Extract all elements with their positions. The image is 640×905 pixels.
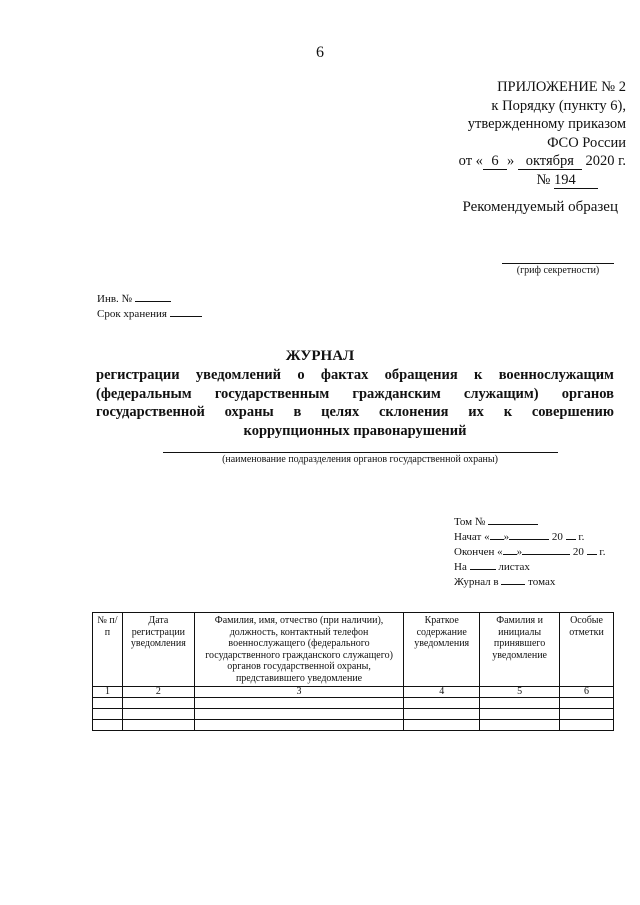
journal-word: гражданским xyxy=(352,385,441,402)
header-date: Дата регистрации уведомления xyxy=(122,613,194,687)
journal-word: регистрации xyxy=(96,367,180,383)
storage-period: Срок хранения xyxy=(97,307,202,322)
column-number: 2 xyxy=(122,687,194,698)
journal-word: органов xyxy=(561,385,614,402)
header-summary: Краткое содержание уведомления xyxy=(404,613,480,687)
appendix-number: № 194 xyxy=(388,171,626,190)
date-year: 2020 г. xyxy=(585,153,626,170)
column-number: 4 xyxy=(404,687,480,698)
journal-word: служащим) xyxy=(463,385,539,402)
journal-word: в xyxy=(293,404,302,420)
column-number: 5 xyxy=(480,687,560,698)
recommended-sample-label: Рекомендуемый образец xyxy=(462,199,618,215)
secrecy-line xyxy=(502,263,614,264)
table-header-row xyxy=(93,613,614,687)
journal-word: государственной xyxy=(96,404,205,420)
journal-subtitle xyxy=(96,366,614,440)
appendix-date: от « 6 » октября 2020 г. xyxy=(458,153,626,170)
journal-word: их xyxy=(468,404,484,420)
column-number-row xyxy=(93,687,614,698)
volume-sheets: На листах xyxy=(454,561,530,573)
volume-ended: Окончен « » 20 г. xyxy=(454,546,606,558)
journal-word: уведомлений xyxy=(195,367,282,383)
journal-word: склонения xyxy=(378,404,449,420)
column-number: 1 xyxy=(93,687,123,698)
journal-subtitle-line-3 xyxy=(96,403,614,422)
journal-word: о xyxy=(297,367,305,383)
appendix-line-order: к Порядку (пункту 6), xyxy=(491,97,626,114)
journal-word: военнослужащим xyxy=(498,367,614,383)
journal-subtitle-line-4: коррупционных правонарушений xyxy=(243,422,467,439)
journal-subtitle-line-1 xyxy=(96,366,614,385)
journal-word: к xyxy=(503,404,513,420)
date-month: октября xyxy=(518,154,582,170)
unit-name-caption: (наименование подразделения органов государственной охраны) xyxy=(222,454,498,465)
journal-word: государственным xyxy=(214,385,330,402)
journal-word: обращения xyxy=(384,367,458,383)
table-row xyxy=(93,720,614,731)
page-number: 6 xyxy=(316,44,324,61)
appendix-line-approved: утвержденному приказом xyxy=(467,116,626,133)
appendix-title: ПРИЛОЖЕНИЕ № 2 xyxy=(497,79,626,95)
header-receiver: Фамилия и инициалы принявшего уведомление xyxy=(480,613,560,687)
journal-word: совершению xyxy=(531,404,614,420)
journal-word: охраны xyxy=(224,404,274,420)
date-day: 6 xyxy=(483,154,507,170)
table-row xyxy=(93,709,614,720)
registration-table xyxy=(92,612,614,731)
journal-title: ЖУРНАЛ xyxy=(285,348,355,364)
column-number: 6 xyxy=(560,687,614,698)
volume-block xyxy=(454,514,605,589)
journal-word: фактах xyxy=(320,367,369,383)
table-row xyxy=(93,698,614,709)
inventory-number: Инв. № xyxy=(97,292,202,307)
volume-count: Журнал в томах xyxy=(454,576,556,588)
inventory-block xyxy=(97,292,202,322)
header-notes: Особые отметки xyxy=(560,613,614,687)
header-person: Фамилия, имя, отчество (при наличии), должность, контактный телефон военнослужащего (федерального государственного гражданского служащего) органов государственной охраны, представившего уведомление xyxy=(194,613,403,687)
volume-number: Том № xyxy=(454,514,605,529)
journal-subtitle-line-2 xyxy=(96,385,614,404)
header-number: № п/п xyxy=(93,613,123,687)
journal-word: целях xyxy=(321,404,360,420)
secrecy-caption: (гриф секретности) xyxy=(516,265,600,276)
order-number: 194 xyxy=(554,173,598,189)
journal-word: (федеральным xyxy=(96,385,192,402)
journal-word: к xyxy=(474,367,483,383)
appendix-line-fso: ФСО России xyxy=(547,134,626,151)
column-number: 3 xyxy=(194,687,403,698)
appendix-block xyxy=(388,78,626,190)
unit-name-line xyxy=(163,452,558,453)
volume-started: Начат « » 20 г. xyxy=(454,531,585,543)
